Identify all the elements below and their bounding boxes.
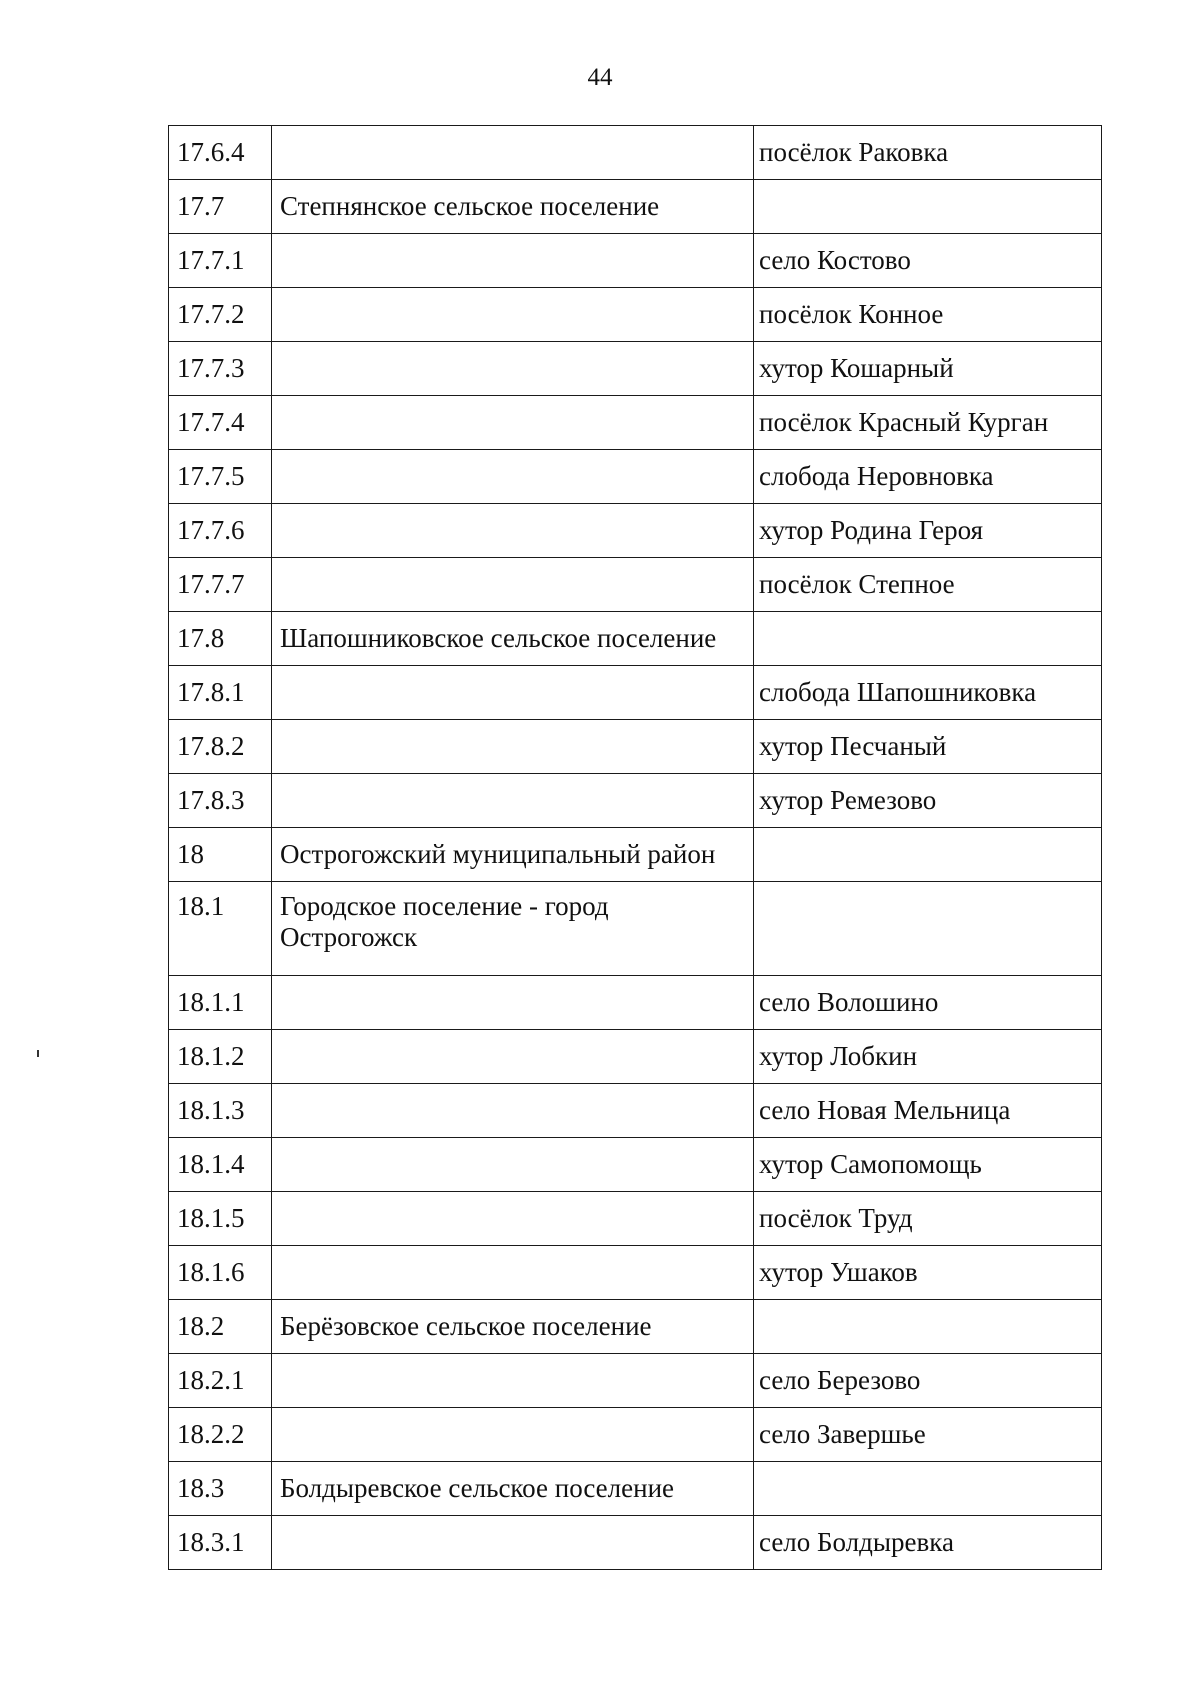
municipality-name: Болдыревское сельское поселение [272, 1462, 754, 1516]
table-row [169, 1030, 1102, 1084]
row-number: 17.7.4 [169, 396, 272, 450]
municipality-name [272, 558, 754, 612]
table-row [169, 234, 1102, 288]
row-number: 18.1 [169, 882, 272, 976]
municipality-name [272, 1354, 754, 1408]
table-row [169, 666, 1102, 720]
table-row [169, 1516, 1102, 1570]
table-row [169, 396, 1102, 450]
row-number: 18.1.5 [169, 1192, 272, 1246]
row-number: 18.1.4 [169, 1138, 272, 1192]
municipality-name [272, 1138, 754, 1192]
settlements-table [168, 125, 1102, 1570]
table-row [169, 504, 1102, 558]
row-number: 18.1.1 [169, 976, 272, 1030]
row-number: 17.8 [169, 612, 272, 666]
municipality-name: Шапошниковское сельское поселение [272, 612, 754, 666]
row-number: 17.6.4 [169, 126, 272, 180]
table-row [169, 774, 1102, 828]
page-number: 44 [587, 64, 613, 91]
table-row [169, 1192, 1102, 1246]
municipality-name [272, 504, 754, 558]
municipality-name [272, 1084, 754, 1138]
municipality-name [272, 666, 754, 720]
row-number: 17.7.2 [169, 288, 272, 342]
settlement-name [754, 882, 1102, 976]
row-number: 17.7.5 [169, 450, 272, 504]
settlement-name: село Новая Мельница [754, 1084, 1102, 1138]
settlement-name: посёлок Труд [754, 1192, 1102, 1246]
municipality-name [272, 720, 754, 774]
settlement-name: хутор Самопомощь [754, 1138, 1102, 1192]
municipality-name: Степнянское сельское поселение [272, 180, 754, 234]
row-number: 18.2 [169, 1300, 272, 1354]
row-number: 17.7 [169, 180, 272, 234]
table-row [169, 976, 1102, 1030]
table-row [169, 558, 1102, 612]
row-number: 18.2.2 [169, 1408, 272, 1462]
settlement-name [754, 1462, 1102, 1516]
table-row [169, 288, 1102, 342]
settlement-name: посёлок Раковка [754, 126, 1102, 180]
row-number: 17.7.7 [169, 558, 272, 612]
table-row [169, 1246, 1102, 1300]
settlement-name: село Волошино [754, 976, 1102, 1030]
municipality-name [272, 126, 754, 180]
municipality-name [272, 1030, 754, 1084]
municipality-name [272, 1516, 754, 1570]
municipality-name [272, 342, 754, 396]
settlement-name: село Костово [754, 234, 1102, 288]
table-row [169, 126, 1102, 180]
settlement-name [754, 1300, 1102, 1354]
row-number: 17.7.3 [169, 342, 272, 396]
settlement-name: село Завершье [754, 1408, 1102, 1462]
settlement-name: слобода Шапошниковка [754, 666, 1102, 720]
settlement-name: хутор Лобкин [754, 1030, 1102, 1084]
table-row [169, 1084, 1102, 1138]
settlement-name: хутор Ушаков [754, 1246, 1102, 1300]
municipality-name [272, 1192, 754, 1246]
row-number: 17.7.6 [169, 504, 272, 558]
row-number: 18.1.6 [169, 1246, 272, 1300]
municipality-name: Берёзовское сельское поселение [272, 1300, 754, 1354]
table-row [169, 1300, 1102, 1354]
settlement-name: слобода Неровновка [754, 450, 1102, 504]
scan-mark [37, 1050, 39, 1057]
settlement-name: посёлок Степное [754, 558, 1102, 612]
settlement-name: посёлок Конное [754, 288, 1102, 342]
row-number: 18.1.2 [169, 1030, 272, 1084]
municipality-name [272, 450, 754, 504]
row-number: 18.2.1 [169, 1354, 272, 1408]
settlement-name [754, 828, 1102, 882]
settlement-name: посёлок Красный Курган [754, 396, 1102, 450]
settlement-name [754, 180, 1102, 234]
table-row [169, 1138, 1102, 1192]
table-row [169, 882, 1102, 976]
row-number: 17.8.2 [169, 720, 272, 774]
row-number: 17.8.1 [169, 666, 272, 720]
table-row [169, 1354, 1102, 1408]
row-number: 18 [169, 828, 272, 882]
table-row [169, 450, 1102, 504]
row-number: 17.7.1 [169, 234, 272, 288]
settlement-name [754, 612, 1102, 666]
municipality-name [272, 1246, 754, 1300]
settlement-name: село Болдыревка [754, 1516, 1102, 1570]
municipality-name [272, 288, 754, 342]
table-row [169, 612, 1102, 666]
settlement-name: село Березово [754, 1354, 1102, 1408]
settlement-name: хутор Родина Героя [754, 504, 1102, 558]
municipality-name [272, 976, 754, 1030]
table-row [169, 1462, 1102, 1516]
row-number: 18.3 [169, 1462, 272, 1516]
table-row [169, 180, 1102, 234]
municipality-name [272, 396, 754, 450]
municipality-name: Городское поселение - город Острогожск [272, 882, 754, 976]
table-row [169, 828, 1102, 882]
row-number: 18.3.1 [169, 1516, 272, 1570]
municipality-name [272, 1408, 754, 1462]
table-row [169, 1408, 1102, 1462]
table-row [169, 720, 1102, 774]
row-number: 18.1.3 [169, 1084, 272, 1138]
municipality-name: Острогожский муниципальный район [272, 828, 754, 882]
settlement-name: хутор Кошарный [754, 342, 1102, 396]
table-row [169, 342, 1102, 396]
municipality-name [272, 774, 754, 828]
settlement-name: хутор Песчаный [754, 720, 1102, 774]
settlement-name: хутор Ремезово [754, 774, 1102, 828]
row-number: 17.8.3 [169, 774, 272, 828]
municipality-name [272, 234, 754, 288]
